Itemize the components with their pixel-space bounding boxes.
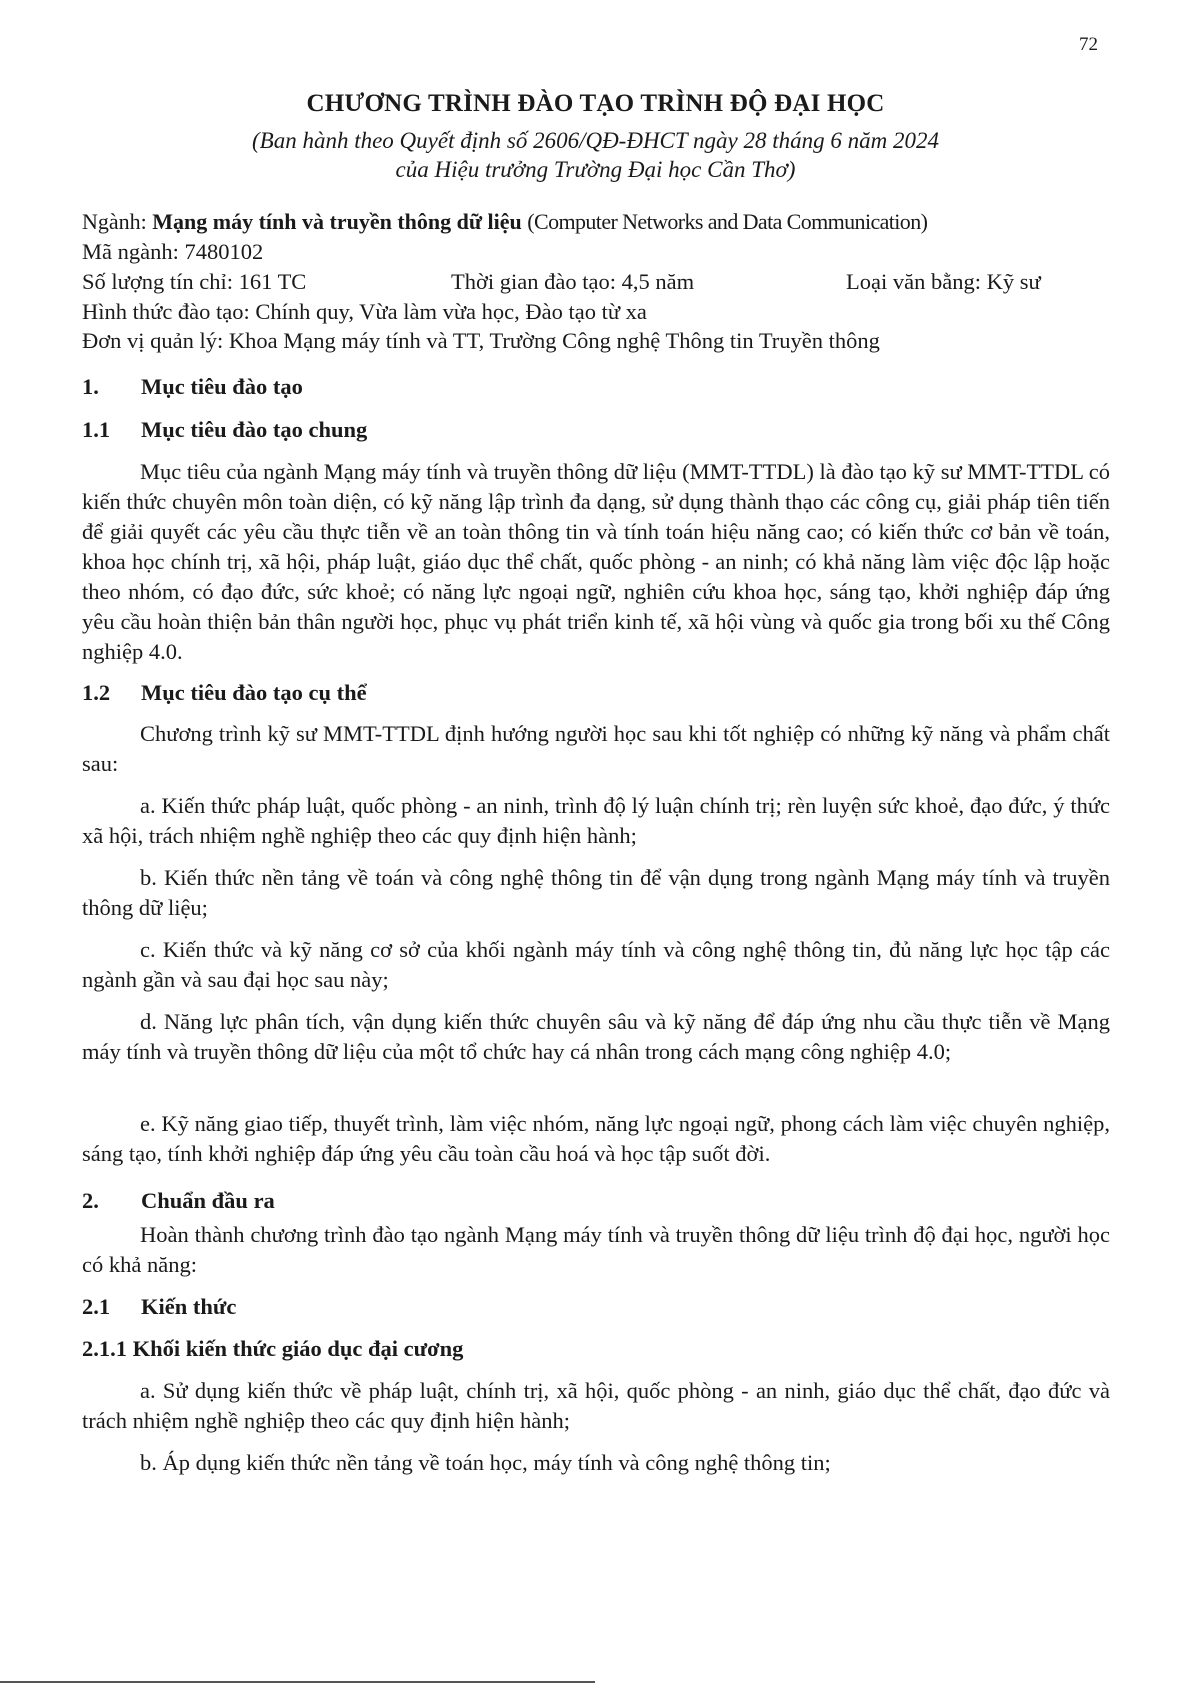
- section-2-title: Chuẩn đầu ra: [141, 1188, 275, 1213]
- managing-unit: Đơn vị quản lý: Khoa Mạng máy tính và TT, Trường Công nghệ Thông tin Truyền thông: [82, 328, 880, 353]
- section-1-2-title: Mục tiêu đào tạo cụ thể: [141, 680, 367, 705]
- outcome-item-a: a. Sử dụng kiến thức về pháp luật, chính trị, xã hội, quốc phòng - an ninh, giáo dục thể chất, đạo đức và trách nhiệm nghề nghiệp theo các quy định hiện hành;: [82, 1378, 1110, 1433]
- major-code: Mã ngành: 7480102: [82, 239, 264, 264]
- scan-bottom-line: [0, 1681, 595, 1683]
- page-number: 72: [1079, 34, 1098, 55]
- major-label: Ngành:: [82, 209, 147, 234]
- objective-item-c: c. Kiến thức và kỹ năng cơ sở của khối ngành máy tính và công nghệ thông tin, đủ năng lực học tập các ngành gần và sau đại học sau này;: [82, 937, 1110, 992]
- objective-item-d: d. Năng lực phân tích, vận dụng kiến thức chuyên sâu và kỹ năng để đáp ứng nhu cầu thực tiễn về Mạng máy tính và truyền thông dữ liệu của một tổ chức hay cá nhân trong cách mạng công nghiệp 4.0;: [82, 1009, 1110, 1064]
- general-objective-paragraph: Mục tiêu của ngành Mạng máy tính và truyền thông dữ liệu (MMT-TTDL) là đào tạo kỹ sư MMT-TTDL có kiến thức chuyên môn toàn diện, có kỹ năng lập trình đa dạng, sử dụng thành thạo các công cụ, giải pháp tiên tiến để giải quyết các yêu cầu thực tiễn về an toàn thông tin và tính toán hiệu năng cao; có kiến thức cơ bản về toán, khoa học chính trị, xã hội, pháp luật, giáo dục thể chất, quốc phòng - an ninh; có khả năng làm việc độc lập hoặc theo nhóm, có đạo đức, sức khoẻ; có năng lực ngoại ngữ, nghiên cứu khoa học, sáng tạo, khởi nghiệp đáp ứng yêu cầu hoàn thiện bản thân người học, phục vụ phát triển kinh tế, xã hội vùng và quốc gia trong bối xu thế Công nghiệp 4.0.: [82, 459, 1110, 664]
- specific-objective-intro: Chương trình kỹ sư MMT-TTDL định hướng người học sau khi tốt nghiệp có những kỹ năng và phẩm chất sau:: [82, 721, 1110, 776]
- section-1-title: Mục tiêu đào tạo: [141, 374, 303, 399]
- major-english: (Computer Networks and Data Communication): [527, 209, 928, 234]
- credits: Số lượng tín chỉ: 161 TC: [82, 269, 307, 294]
- section-1-2-number: 1.2: [82, 680, 111, 705]
- section-2-1-title: Kiến thức: [141, 1294, 237, 1319]
- subtitle-line-2: của Hiệu trưởng Trường Đại học Cần Thơ): [395, 157, 796, 182]
- objective-item-b: b. Kiến thức nền tảng về toán và công nghệ thông tin để vận dụng trong ngành Mạng máy tính và truyền thông dữ liệu;: [82, 865, 1110, 920]
- degree-type: Loại văn bằng: Kỹ sư: [846, 269, 1041, 294]
- objective-item-e: e. Kỹ năng giao tiếp, thuyết trình, làm việc nhóm, năng lực ngoại ngữ, phong cách làm việc chuyên nghiệp, sáng tạo, tính khởi nghiệp đáp ứng yêu cầu toàn cầu hoá và học tập suốt đời.: [82, 1111, 1110, 1166]
- section-2-number: 2.: [82, 1188, 99, 1213]
- subtitle-line-1: (Ban hành theo Quyết định số 2606/QĐ-ĐHCT ngày 28 tháng 6 năm 2024: [252, 128, 939, 153]
- outcome-item-b: b. Áp dụng kiến thức nền tảng về toán học, máy tính và công nghệ thông tin;: [140, 1450, 831, 1475]
- major-line: [82, 209, 927, 235]
- page-title: CHƯƠNG TRÌNH ĐÀO TẠO TRÌNH ĐỘ ĐẠI HỌC: [306, 90, 885, 117]
- section-2-1-1-title: 2.1.1 Khối kiến thức giáo dục đại cương: [82, 1336, 464, 1361]
- learning-outcomes-intro: Hoàn thành chương trình đào tạo ngành Mạng máy tính và truyền thông dữ liệu trình độ đại học, người học có khả năng:: [82, 1222, 1110, 1277]
- section-1-1-title: Mục tiêu đào tạo chung: [141, 417, 368, 442]
- duration: Thời gian đào tạo: 4,5 năm: [451, 269, 695, 294]
- training-modes: Hình thức đào tạo: Chính quy, Vừa làm vừa học, Đào tạo từ xa: [82, 299, 647, 324]
- section-1-1-number: 1.1: [82, 417, 111, 442]
- objective-item-a: a. Kiến thức pháp luật, quốc phòng - an ninh, trình độ lý luận chính trị; rèn luyện sức khoẻ, đạo đức, ý thức xã hội, trách nhiệm nghề nghiệp theo các quy định hiện hành;: [82, 793, 1110, 848]
- major-name: Mạng máy tính và truyền thông dữ liệu: [152, 209, 522, 234]
- section-1-number: 1.: [82, 374, 99, 399]
- section-2-1-number: 2.1: [82, 1294, 111, 1319]
